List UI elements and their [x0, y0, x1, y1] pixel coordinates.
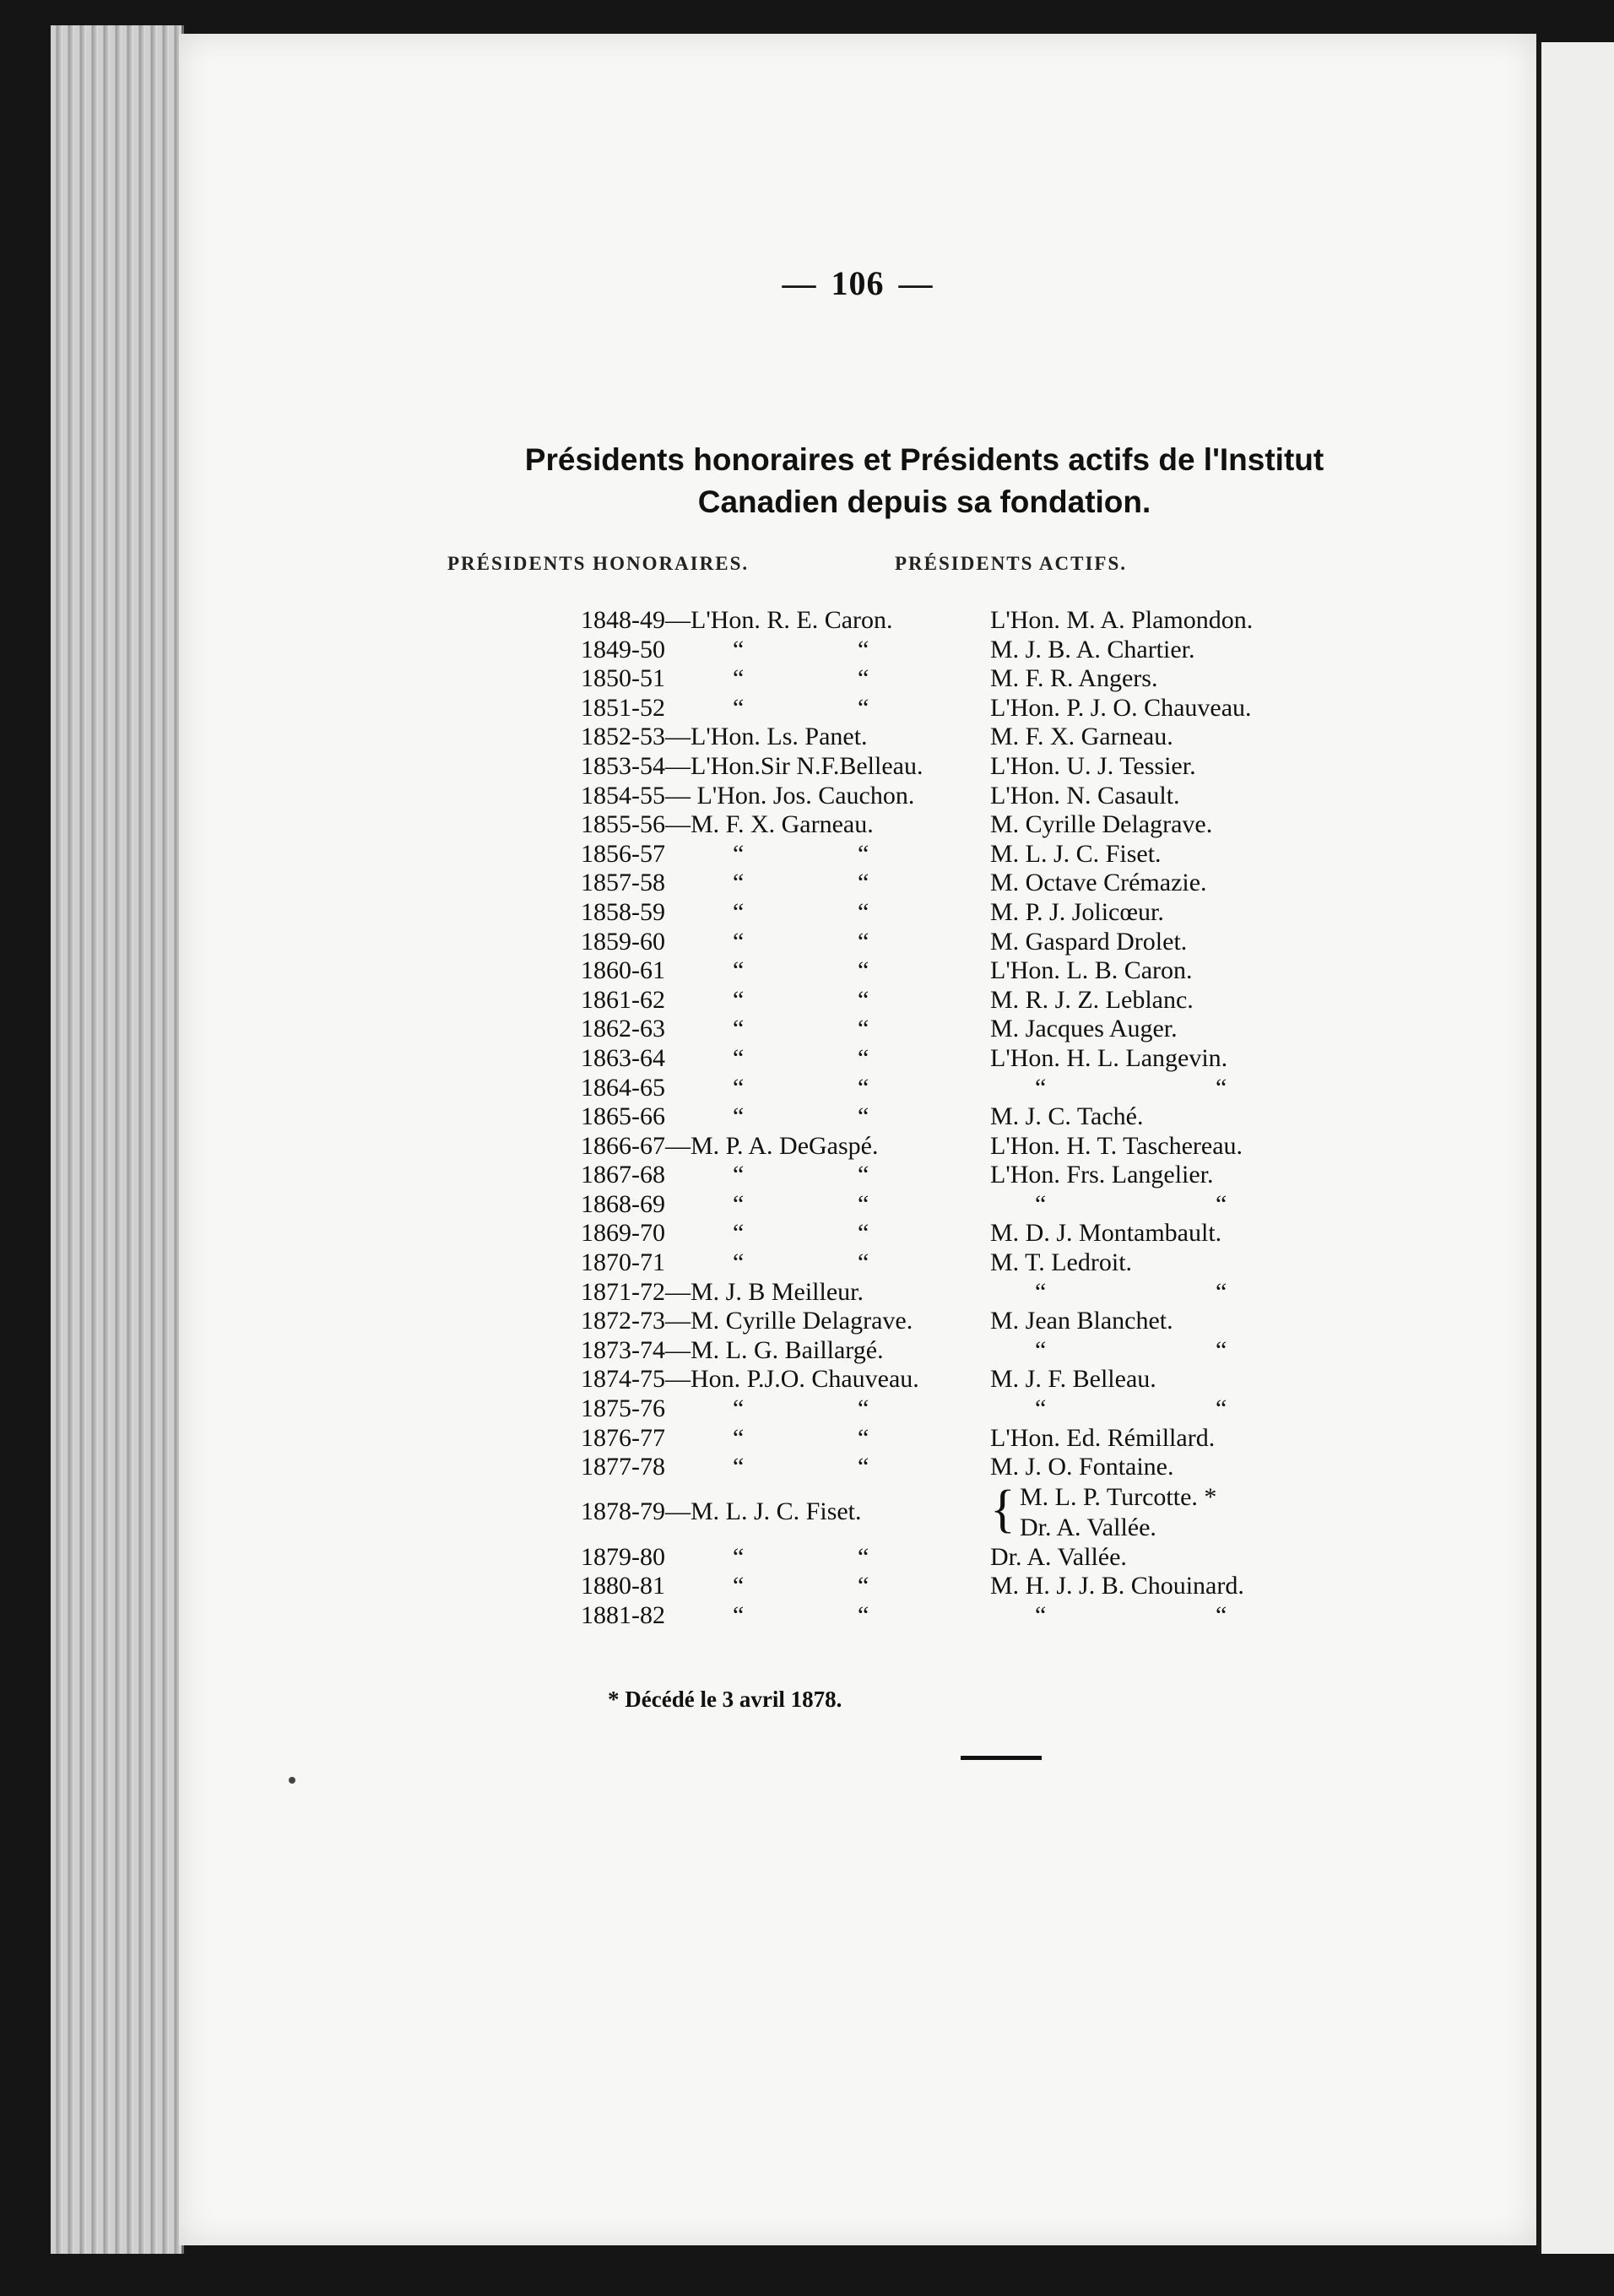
- president-row: [581, 869, 1509, 898]
- active-entry: L'Hon. M. A. Plamondon.: [990, 606, 1254, 634]
- president-row: [581, 1336, 1509, 1366]
- year-label: 1879-80: [581, 1542, 665, 1571]
- honorary-entry: 1852-53—L'Hon. Ls. Panet.: [581, 723, 868, 751]
- year-label: 1877-78: [581, 1453, 665, 1481]
- ditto-mark: “: [858, 1572, 869, 1600]
- ditto-mark: “: [858, 1453, 869, 1481]
- year-label: 1867-68: [581, 1161, 665, 1189]
- active-entry: L'Hon. Frs. Langelier.: [990, 1161, 1214, 1189]
- year-label: 1868-69: [581, 1189, 665, 1218]
- president-row: [581, 956, 1509, 986]
- president-row: [581, 1161, 1509, 1190]
- president-row: [581, 1132, 1509, 1162]
- book-page-edges: [51, 25, 184, 2254]
- ditto-mark: “: [1035, 1394, 1047, 1423]
- president-row: [581, 1394, 1509, 1424]
- president-row: [581, 928, 1509, 957]
- ditto-mark: “: [733, 1219, 745, 1248]
- president-row: [581, 840, 1509, 869]
- president-row: [581, 1102, 1509, 1132]
- president-row: [581, 694, 1509, 723]
- year-label: 1869-70: [581, 1219, 665, 1248]
- year-label: 1849-50: [581, 635, 665, 663]
- ditto-mark: “: [858, 1073, 869, 1102]
- active-entry: Dr. A. Vallée.: [990, 1542, 1127, 1571]
- year-label: 1880-81: [581, 1572, 665, 1600]
- ditto-mark: “: [733, 1601, 745, 1629]
- ditto-mark: “: [1216, 1073, 1227, 1102]
- year-label: 1875-76: [581, 1394, 665, 1423]
- page-title: [388, 439, 1460, 523]
- ditto-mark: “: [858, 1043, 869, 1072]
- ditto-mark: “: [858, 839, 869, 868]
- ditto-mark: “: [858, 869, 869, 897]
- ditto-mark: “: [1035, 1073, 1047, 1102]
- president-row: [581, 1365, 1509, 1394]
- president-row: [581, 810, 1509, 840]
- active-entry: L'Hon. P. J. O. Chauveau.: [990, 693, 1252, 722]
- honorary-entry: 1874-75—Hon. P.J.O. Chauveau.: [581, 1365, 919, 1394]
- ditto-mark: “: [858, 1601, 869, 1629]
- ditto-mark: “: [733, 927, 745, 956]
- brace-glyph: {: [990, 1480, 1016, 1538]
- ditto-mark: “: [858, 664, 869, 693]
- ditto-mark: “: [733, 1015, 745, 1043]
- active-entry: M. T. Ledroit.: [990, 1248, 1133, 1277]
- ditto-mark: “: [858, 985, 869, 1014]
- president-row: [581, 1074, 1509, 1103]
- president-row: [581, 1248, 1509, 1278]
- honorary-entry: 1878-79—M. L. J. C. Fiset.: [581, 1497, 862, 1525]
- active-entry: M. Octave Crémazie.: [990, 869, 1207, 897]
- ditto-mark: “: [1035, 1189, 1047, 1218]
- ditto-mark: “: [733, 1073, 745, 1102]
- active-entry: L'Hon. U. J. Tessier.: [990, 751, 1196, 780]
- president-row: [581, 1278, 1509, 1308]
- ditto-mark: “: [1035, 1277, 1047, 1306]
- ditto-mark: “: [858, 1015, 869, 1043]
- year-label: 1862-63: [581, 1015, 665, 1043]
- year-label: 1856-57: [581, 839, 665, 868]
- active-entry: M. P. J. Jolicœur.: [990, 897, 1164, 926]
- year-label: 1881-82: [581, 1601, 665, 1629]
- active-entry: M. L. P. Turcotte. *: [1020, 1482, 1217, 1511]
- active-entry: L'Hon. L. B. Caron.: [990, 956, 1193, 985]
- ditto-mark: “: [858, 897, 869, 926]
- year-label: 1859-60: [581, 927, 665, 956]
- year-label: 1861-62: [581, 985, 665, 1014]
- title-line-1: Présidents honoraires et Présidents actifs de l'Institut: [524, 442, 1324, 477]
- footnote: * Décédé le 3 avril 1878.: [608, 1687, 842, 1712]
- header-presidents-honoraires: PRÉSIDENTS HONORAIRES.: [447, 553, 750, 574]
- ditto-mark: “: [733, 1572, 745, 1600]
- president-row: [581, 664, 1509, 694]
- year-label: 1851-52: [581, 693, 665, 722]
- active-entry: M. D. J. Montambault.: [990, 1219, 1222, 1248]
- active-entry: M. Jean Blanchet.: [990, 1307, 1173, 1335]
- year-label: 1858-59: [581, 897, 665, 926]
- president-row: [581, 1190, 1509, 1220]
- ditto-mark: “: [858, 1248, 869, 1277]
- active-entry: M. Cyrille Delagrave.: [990, 810, 1213, 839]
- year-label: 1864-65: [581, 1073, 665, 1102]
- ditto-mark: “: [858, 1189, 869, 1218]
- active-entry: M. F. R. Angers.: [990, 664, 1158, 693]
- ditto-mark: “: [733, 1248, 745, 1277]
- ditto-mark: “: [858, 1219, 869, 1248]
- president-row: [581, 1015, 1509, 1044]
- president-row: [581, 782, 1509, 811]
- honorary-entry: 1855-56—M. F. X. Garneau.: [581, 810, 874, 839]
- ditto-mark: “: [733, 1542, 745, 1571]
- year-label: 1876-77: [581, 1423, 665, 1452]
- title-line-2: Canadien depuis sa fondation.: [697, 485, 1151, 519]
- active-entry: M. J. C. Taché.: [990, 1102, 1144, 1131]
- ditto-mark: “: [1035, 1335, 1047, 1364]
- president-row: [581, 1482, 1509, 1543]
- year-label: 1865-66: [581, 1102, 665, 1131]
- ditto-mark: “: [733, 1102, 745, 1131]
- ditto-mark: “: [1216, 1335, 1227, 1364]
- active-entry: L'Hon. H. L. Langevin.: [990, 1043, 1228, 1072]
- ditto-mark: “: [858, 1423, 869, 1452]
- active-entry: M. L. J. C. Fiset.: [990, 839, 1162, 868]
- ditto-mark: “: [733, 664, 745, 693]
- facing-page-edge: [1538, 42, 1614, 2254]
- president-row: [581, 1424, 1509, 1454]
- active-entry: L'Hon. Ed. Rémillard.: [990, 1423, 1216, 1452]
- active-entry: M. F. X. Garneau.: [990, 723, 1173, 751]
- ditto-mark: “: [733, 1423, 745, 1452]
- ditto-mark: “: [733, 1453, 745, 1481]
- president-row: [581, 723, 1509, 752]
- year-label: 1863-64: [581, 1043, 665, 1072]
- president-row: [581, 1219, 1509, 1248]
- ditto-mark: “: [733, 693, 745, 722]
- active-entry: M. R. J. Z. Leblanc.: [990, 985, 1194, 1014]
- president-row: [581, 1453, 1509, 1482]
- ditto-mark: “: [733, 1189, 745, 1218]
- active-entry: M. Jacques Auger.: [990, 1015, 1178, 1043]
- president-row: [581, 986, 1509, 1015]
- header-presidents-actifs: PRÉSIDENTS ACTIFS.: [895, 553, 1128, 574]
- president-row: [581, 1307, 1509, 1336]
- ditto-mark: “: [1216, 1189, 1227, 1218]
- active-entry: M. Gaspard Drolet.: [990, 927, 1188, 956]
- year-label: 1850-51: [581, 664, 665, 693]
- ditto-mark: “: [733, 956, 745, 985]
- active-entry: M. J. O. Fontaine.: [990, 1453, 1174, 1481]
- ditto-mark: “: [733, 839, 745, 868]
- ditto-mark: “: [858, 1102, 869, 1131]
- president-row: [581, 1044, 1509, 1074]
- active-entry: Dr. A. Vallée.: [1020, 1513, 1156, 1541]
- president-row: [581, 1543, 1509, 1573]
- page-number: — 106 —: [782, 264, 934, 302]
- ditto-mark: “: [858, 1542, 869, 1571]
- honorary-entry: 1853-54—L'Hon.Sir N.F.Belleau.: [581, 751, 923, 780]
- year-label: 1860-61: [581, 956, 665, 985]
- ditto-mark: “: [858, 635, 869, 663]
- ditto-mark: “: [858, 693, 869, 722]
- honorary-entry: 1873-74—M. L. G. Baillargé.: [581, 1335, 884, 1364]
- president-row: [581, 752, 1509, 782]
- ditto-mark: “: [1216, 1277, 1227, 1306]
- year-label: 1857-58: [581, 869, 665, 897]
- page-number-value: 106: [831, 264, 885, 302]
- active-entry: L'Hon. H. T. Taschereau.: [990, 1131, 1243, 1160]
- ditto-mark: “: [733, 1043, 745, 1072]
- active-entry: M. H. J. J. B. Chouinard.: [990, 1572, 1244, 1600]
- president-row: [581, 636, 1509, 665]
- president-row: [581, 606, 1509, 636]
- ditto-mark: “: [733, 985, 745, 1014]
- honorary-entry: 1871-72—M. J. B Meilleur.: [581, 1277, 864, 1306]
- active-entry: L'Hon. N. Casault.: [990, 781, 1180, 810]
- active-entry: M. J. B. A. Chartier.: [990, 635, 1195, 663]
- ditto-mark: “: [1216, 1601, 1227, 1629]
- president-row: [581, 1601, 1509, 1631]
- ditto-mark: “: [858, 956, 869, 985]
- year-label: 1870-71: [581, 1248, 665, 1277]
- ditto-mark: “: [733, 897, 745, 926]
- ditto-mark: “: [1216, 1394, 1227, 1423]
- ditto-mark: “: [858, 1161, 869, 1189]
- honorary-entry: 1872-73—M. Cyrille Delagrave.: [581, 1307, 913, 1335]
- ditto-mark: “: [858, 927, 869, 956]
- ditto-mark: “: [733, 635, 745, 663]
- ditto-mark: “: [733, 1394, 745, 1423]
- ink-speck: [289, 1777, 295, 1784]
- ditto-mark: “: [1035, 1601, 1047, 1629]
- ditto-mark: “: [733, 1161, 745, 1189]
- active-entry: M. J. F. Belleau.: [990, 1365, 1156, 1394]
- honorary-entry: 1854-55— L'Hon. Jos. Cauchon.: [581, 781, 915, 810]
- president-row: [581, 1572, 1509, 1601]
- honorary-entry: 1848-49—L'Hon. R. E. Caron.: [581, 606, 893, 634]
- honorary-entry: 1866-67—M. P. A. DeGaspé.: [581, 1131, 879, 1160]
- ditto-mark: “: [733, 869, 745, 897]
- president-row: [581, 898, 1509, 928]
- presidents-list: [581, 606, 1509, 1631]
- ditto-mark: “: [858, 1394, 869, 1423]
- closing-rule: [961, 1756, 1042, 1760]
